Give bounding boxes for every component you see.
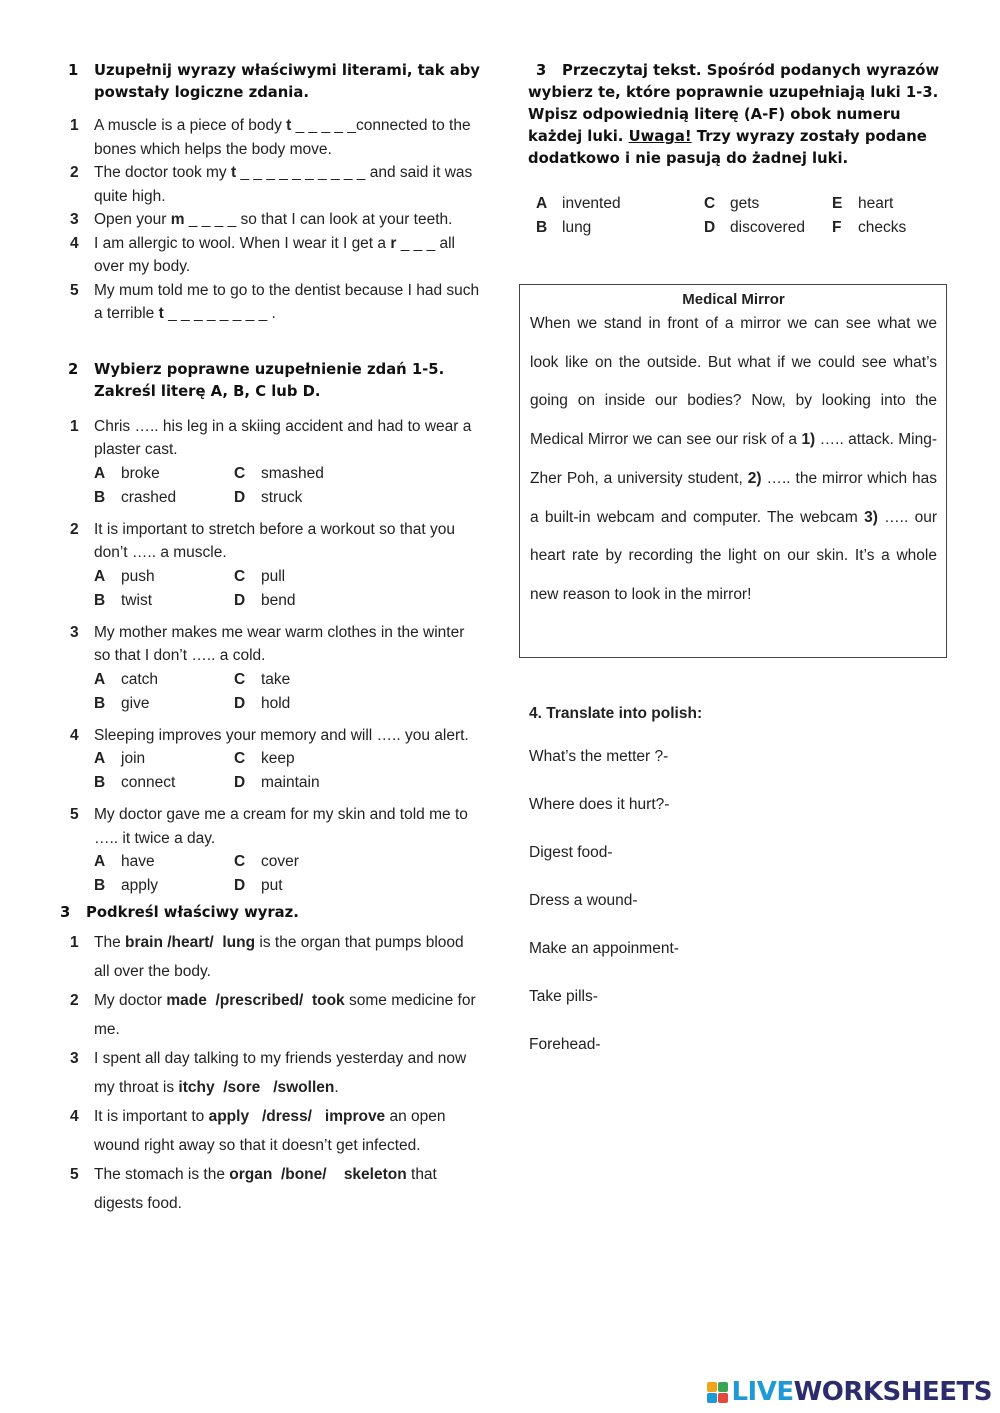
answer-option[interactable]: [234, 692, 384, 716]
gap-2: 2): [747, 469, 762, 487]
question-text: Chris ….. his leg in a skiing accident and had to wear a plaster cast.: [94, 417, 472, 458]
item-text: The brain /heart/ lung is the organ that pumps blood all over the body.: [94, 934, 464, 980]
word-bank-item: [704, 216, 832, 240]
section-3b-heading: 3 Przeczytaj tekst. Spośród podanych wyrazów wybierz te, które poprawnie uzupełniają luki 1-3. Wpisz odpowiednią literę (A-F) obok numeru każdej luki. Uwaga! Trzy wyrazy zostały podane dodatkowo i nie pasują do żadnej luki.: [528, 62, 940, 167]
answer-option[interactable]: [94, 692, 234, 716]
gap-1: 1): [801, 431, 816, 449]
section-3-heading: 3 Podkreśl właściwy wyraz.: [60, 904, 299, 921]
word-bank-word: heart: [858, 195, 894, 212]
option-letter: A: [94, 750, 106, 767]
option-letter: D: [234, 774, 246, 791]
word-choice[interactable]: itchy: [178, 1079, 215, 1096]
list-item: [60, 279, 480, 326]
item-text: My doctor made /prescribed/ took some medicine for me.: [94, 992, 476, 1038]
option-text: have: [121, 853, 155, 870]
word-bank-item: [704, 192, 832, 216]
option-letter: A: [94, 464, 106, 482]
word-bank-letter: A: [536, 195, 548, 212]
option-letter: D: [234, 877, 246, 894]
item-number: 2: [70, 520, 79, 538]
gap-3: 3): [864, 508, 878, 526]
option-text: crashed: [121, 488, 177, 506]
section-2: [60, 359, 480, 899]
answer-option[interactable]: [94, 486, 234, 510]
word-bank-letter: D: [704, 219, 716, 236]
item-number: 3: [70, 211, 79, 228]
answer-option[interactable]: [94, 589, 234, 613]
option-letter: D: [234, 694, 246, 712]
word-bank-word: gets: [730, 195, 760, 212]
option-letter: B: [94, 877, 106, 894]
answer-options: [94, 462, 480, 510]
word-bank-word: lung: [562, 219, 592, 236]
answer-options: [94, 747, 480, 795]
answer-option[interactable]: [94, 850, 234, 874]
item-number: 4: [70, 726, 79, 744]
item-number: 1: [70, 934, 79, 951]
answer-option[interactable]: [234, 589, 384, 613]
item-text: It is important to apply /dress/ improve an open wound right away so that it doesn’t get infected.: [94, 1108, 446, 1154]
section-1: [60, 60, 480, 326]
first-letter: t: [158, 305, 164, 322]
item-number: 5: [70, 806, 79, 823]
translation-prompt: Forehead-: [529, 1036, 601, 1053]
option-letter: A: [94, 853, 106, 870]
medical-mirror-title: Medical Mirror: [682, 291, 785, 308]
option-text: bend: [261, 591, 296, 609]
option-letter: B: [94, 591, 106, 609]
word-bank-item: [536, 216, 704, 240]
option-letter: B: [94, 488, 106, 506]
option-text: join: [121, 750, 146, 767]
item-text: A muscle is a piece of body t _ _ _ _ _connected to the bones which helps the body move.: [94, 117, 471, 158]
answer-option[interactable]: [94, 874, 234, 898]
translation-prompt: Make an appoinment-: [529, 940, 679, 957]
option-text: pull: [261, 567, 286, 585]
item-number: 5: [70, 281, 79, 299]
option-letter: B: [94, 774, 106, 791]
option-text: put: [261, 877, 283, 894]
option-text: cover: [261, 853, 299, 870]
option-text: hold: [261, 694, 291, 712]
option-text: twist: [121, 591, 152, 609]
option-text: smashed: [261, 464, 324, 482]
answer-option[interactable]: [234, 874, 384, 898]
list-item: [60, 928, 480, 986]
word-bank-item: [536, 192, 704, 216]
section-4-title: 4. Translate into polish:: [529, 705, 703, 722]
translation-prompt: Digest food-: [529, 844, 613, 861]
word-choice[interactable]: skeleton: [335, 1166, 407, 1183]
answer-option[interactable]: [94, 462, 234, 486]
list-item: [60, 161, 480, 208]
item-number: 2: [70, 164, 79, 181]
option-text: give: [121, 694, 150, 712]
section-1-heading: 1 Uzupełnij wyrazy właściwymi literami, tak aby powstały logiczne zdania.: [68, 62, 480, 101]
word-choice[interactable]: took: [307, 992, 345, 1009]
answer-option[interactable]: [234, 850, 384, 874]
logo-text: LIVEWORKSHEETS: [731, 1377, 992, 1407]
medical-mirror-text: When we stand in front of a mirror we can see what we look like on the outside. But what if we could see what’s going on inside our bodies? Now, by looking into the Medical Mirror we can see our risk of a 1) ….. attack. Ming- Zher Poh, a university student, 2) ….. the mirror which has a built-in webcam and computer. The webcam 3) ….. our heart rate by recording the light on our skin. It’s a whole new reason to look in the mirror!: [530, 315, 938, 603]
translation-prompt: Dress a wound-: [529, 892, 638, 909]
item-number: 1: [70, 117, 79, 134]
list-item: [60, 208, 480, 232]
answer-option[interactable]: [234, 462, 384, 486]
word-choice[interactable]: organ: [229, 1166, 273, 1183]
word-bank-word: checks: [858, 219, 907, 236]
answer-options: [94, 668, 480, 716]
question-text: My mother makes me wear warm clothes in the winter so that I don’t ….. a cold.: [94, 623, 465, 664]
word-choice[interactable]: /swollen: [268, 1079, 335, 1096]
item-text: I spent all day talking to my friends yesterday and now my throat is itchy /sore /swollen.: [94, 1050, 467, 1096]
question-text: Sleeping improves your memory and will ….. you alert.: [94, 726, 469, 744]
list-item: [60, 1044, 480, 1102]
answer-option[interactable]: [234, 668, 384, 692]
word-bank: [536, 192, 953, 240]
word-choice[interactable]: lung: [218, 934, 256, 951]
answer-option[interactable]: [94, 565, 234, 589]
translation-prompt: Where does it hurt?-: [529, 796, 670, 813]
option-text: connect: [121, 774, 176, 791]
option-text: catch: [121, 670, 159, 688]
item-text: I am allergic to wool. When I wear it I get a r _ _ _ all over my body.: [94, 234, 456, 275]
list-item: [60, 1102, 480, 1160]
word-choice[interactable]: /prescribed/: [206, 992, 308, 1009]
section-4: [529, 705, 949, 1083]
medical-mirror-box: [519, 284, 947, 658]
item-text: The doctor took my t _ _ _ _ _ _ _ _ _ _ and said it was quite high.: [94, 164, 473, 205]
option-letter: D: [234, 591, 246, 609]
word-choice[interactable]: /bone/: [272, 1166, 336, 1183]
word-bank-letter: E: [832, 195, 843, 212]
first-letter: r: [390, 234, 397, 252]
item-text: The stomach is the organ /bone/ skeleton that digests food.: [94, 1166, 437, 1212]
logo-mark-icon: [707, 1382, 728, 1403]
list-item: [60, 232, 480, 279]
answer-option[interactable]: [234, 565, 384, 589]
word-bank-letter: F: [832, 219, 842, 236]
item-number: 1: [70, 417, 79, 435]
item-number: 3: [70, 623, 79, 641]
word-bank-letter: B: [536, 219, 548, 236]
option-letter: C: [234, 750, 246, 767]
item-text: My mum told me to go to the dentist because I had such a terrible t _ _ _ _ _ _ _ _ .: [94, 281, 480, 322]
answer-option[interactable]: [234, 486, 384, 510]
word-bank-word: invented: [562, 195, 621, 212]
answer-option[interactable]: [94, 747, 234, 771]
list-item: [60, 986, 480, 1044]
question-item: [60, 803, 480, 898]
first-letter: t: [286, 117, 292, 134]
word-choice[interactable]: /heart/: [162, 934, 219, 951]
option-text: apply: [121, 877, 159, 894]
option-text: take: [261, 670, 291, 688]
question-item: [60, 621, 480, 716]
list-item: [60, 1160, 480, 1218]
question-item: [60, 518, 480, 613]
option-letter: C: [234, 853, 246, 870]
right-column: [528, 60, 953, 240]
option-text: keep: [261, 750, 295, 767]
option-letter: C: [234, 567, 246, 585]
section-3: [60, 902, 480, 1218]
word-choice[interactable]: apply: [208, 1108, 250, 1125]
word-bank-item: [832, 216, 952, 240]
option-text: broke: [121, 464, 160, 482]
item-number: 2: [70, 992, 79, 1009]
word-choice[interactable]: improve: [320, 1108, 386, 1125]
left-column: [60, 60, 480, 1218]
answer-options: [94, 850, 480, 898]
option-letter: B: [94, 694, 106, 712]
word-choice[interactable]: made: [166, 992, 207, 1009]
option-letter: C: [234, 464, 246, 482]
question-item: [60, 724, 480, 796]
word-choice[interactable]: /sore: [214, 1079, 269, 1096]
question-text: It is important to stretch before a workout so that you don’t ….. a muscle.: [94, 520, 455, 561]
option-letter: A: [94, 567, 106, 585]
word-choice[interactable]: /dress/: [249, 1108, 321, 1125]
question-item: [60, 415, 480, 510]
first-letter: t: [230, 164, 237, 181]
item-text: Open your m _ _ _ _ so that I can look at your teeth.: [94, 211, 453, 228]
option-text: push: [121, 567, 155, 585]
item-number: 5: [70, 1166, 79, 1183]
first-letter: m: [170, 211, 185, 228]
list-item: [60, 114, 480, 161]
answer-option[interactable]: [234, 771, 384, 795]
option-letter: D: [234, 488, 246, 506]
word-choice[interactable]: brain: [125, 934, 163, 951]
answer-option[interactable]: [234, 747, 384, 771]
answer-options: [94, 565, 480, 613]
option-letter: A: [94, 670, 106, 688]
liveworksheets-logo: [707, 1377, 992, 1407]
answer-option[interactable]: [94, 668, 234, 692]
item-number: 3: [70, 1050, 79, 1067]
item-number: 4: [70, 234, 79, 252]
word-bank-letter: C: [704, 195, 716, 212]
translation-prompt: What’s the metter ?-: [529, 748, 669, 765]
section-2-heading: 2 Wybierz poprawne uzupełnienie zdań 1-5. Zakreśl literę A, B, C lub D.: [68, 360, 445, 400]
word-bank-item: [832, 192, 952, 216]
option-letter: C: [234, 670, 246, 688]
option-text: maintain: [261, 774, 320, 791]
option-text: struck: [261, 488, 303, 506]
question-text: My doctor gave me a cream for my skin and told me to ….. it twice a day.: [94, 806, 468, 847]
answer-option[interactable]: [94, 771, 234, 795]
word-bank-word: discovered: [730, 219, 805, 236]
translation-prompt: Take pills-: [529, 988, 598, 1005]
item-number: 4: [70, 1108, 79, 1125]
